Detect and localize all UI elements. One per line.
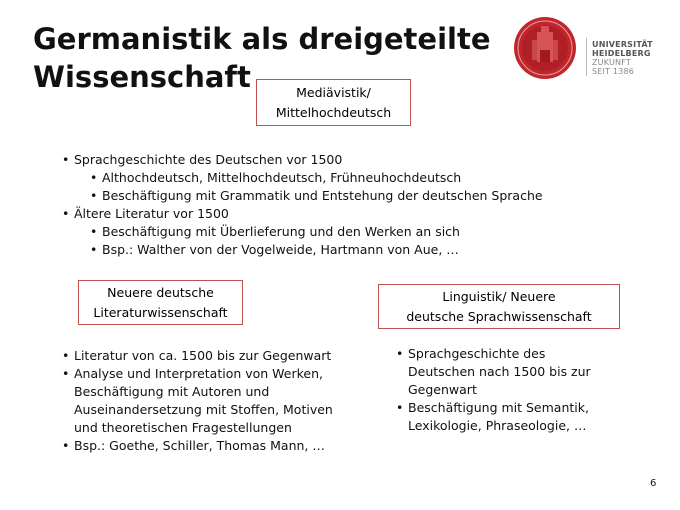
box-mediaevistik-line-1: Mediävistik/ [296,84,371,100]
list-item: • Bsp.: Walther von der Vogelweide, Hartmann von Aue, … [90,241,652,259]
logo-wordmark [592,40,653,76]
slide-title-line-2: Wissenschaft [33,60,251,94]
logo-line-1: UNIVERSITÄT [592,40,653,49]
logo-divider [586,38,587,76]
list-item: • Althochdeutsch, Mittelhochdeutsch, Frühneuhochdeutsch [90,169,652,187]
list-item: • Beschäftigung mit Überlieferung und den Werken an sich [90,223,652,241]
box-literaturwissenschaft [78,280,243,325]
list-item: • Ältere Literatur vor 1500 [62,205,652,223]
university-logo [510,16,660,80]
slide-title-line-1: Germanistik als dreigeteilte [33,22,491,56]
list-item: • Beschäftigung mit Grammatik und Entstehung der deutschen Sprache [90,187,652,205]
list-item: • Sprachgeschichte des Deutschen nach 1500 bis zur Gegenwart [396,345,596,399]
box-linguistik-line-2: deutsche Sprachwissenschaft [406,308,592,324]
list-item: • Literatur von ca. 1500 bis zur Gegenwart [62,347,352,365]
linguistik-list [396,345,596,435]
box-linguistik [378,284,620,329]
logo-line-3: ZUKUNFT [592,58,631,67]
list-item: • Sprachgeschichte des Deutschen vor 1500 [62,151,652,169]
list-item: • Beschäftigung mit Semantik, Lexikologie, Phraseologie, … [396,399,596,435]
literatur-list [62,347,352,455]
box-mediaevistik [256,79,411,126]
box-mediaevistik-line-2: Mittelhochdeutsch [275,104,392,120]
box-literatur-line-2: Literaturwissenschaft [93,304,228,320]
university-seal-icon [510,16,580,80]
list-item: • Bsp.: Goethe, Schiller, Thomas Mann, … [62,437,352,455]
box-linguistik-line-1: Linguistik/ Neuere [442,288,556,304]
logo-line-2: HEIDELBERG [592,49,651,58]
mediaevistik-list [62,151,652,259]
logo-line-4: SEIT 1386 [592,67,635,76]
list-item: • Analyse und Interpretation von Werken, Beschäftigung mit Autoren und Auseinandersetzung mit Stoffen, Motiven und theoretischen Fragestellungen [62,365,352,437]
page-number: 6 [650,478,657,489]
box-literatur-line-1: Neuere deutsche [107,284,214,300]
